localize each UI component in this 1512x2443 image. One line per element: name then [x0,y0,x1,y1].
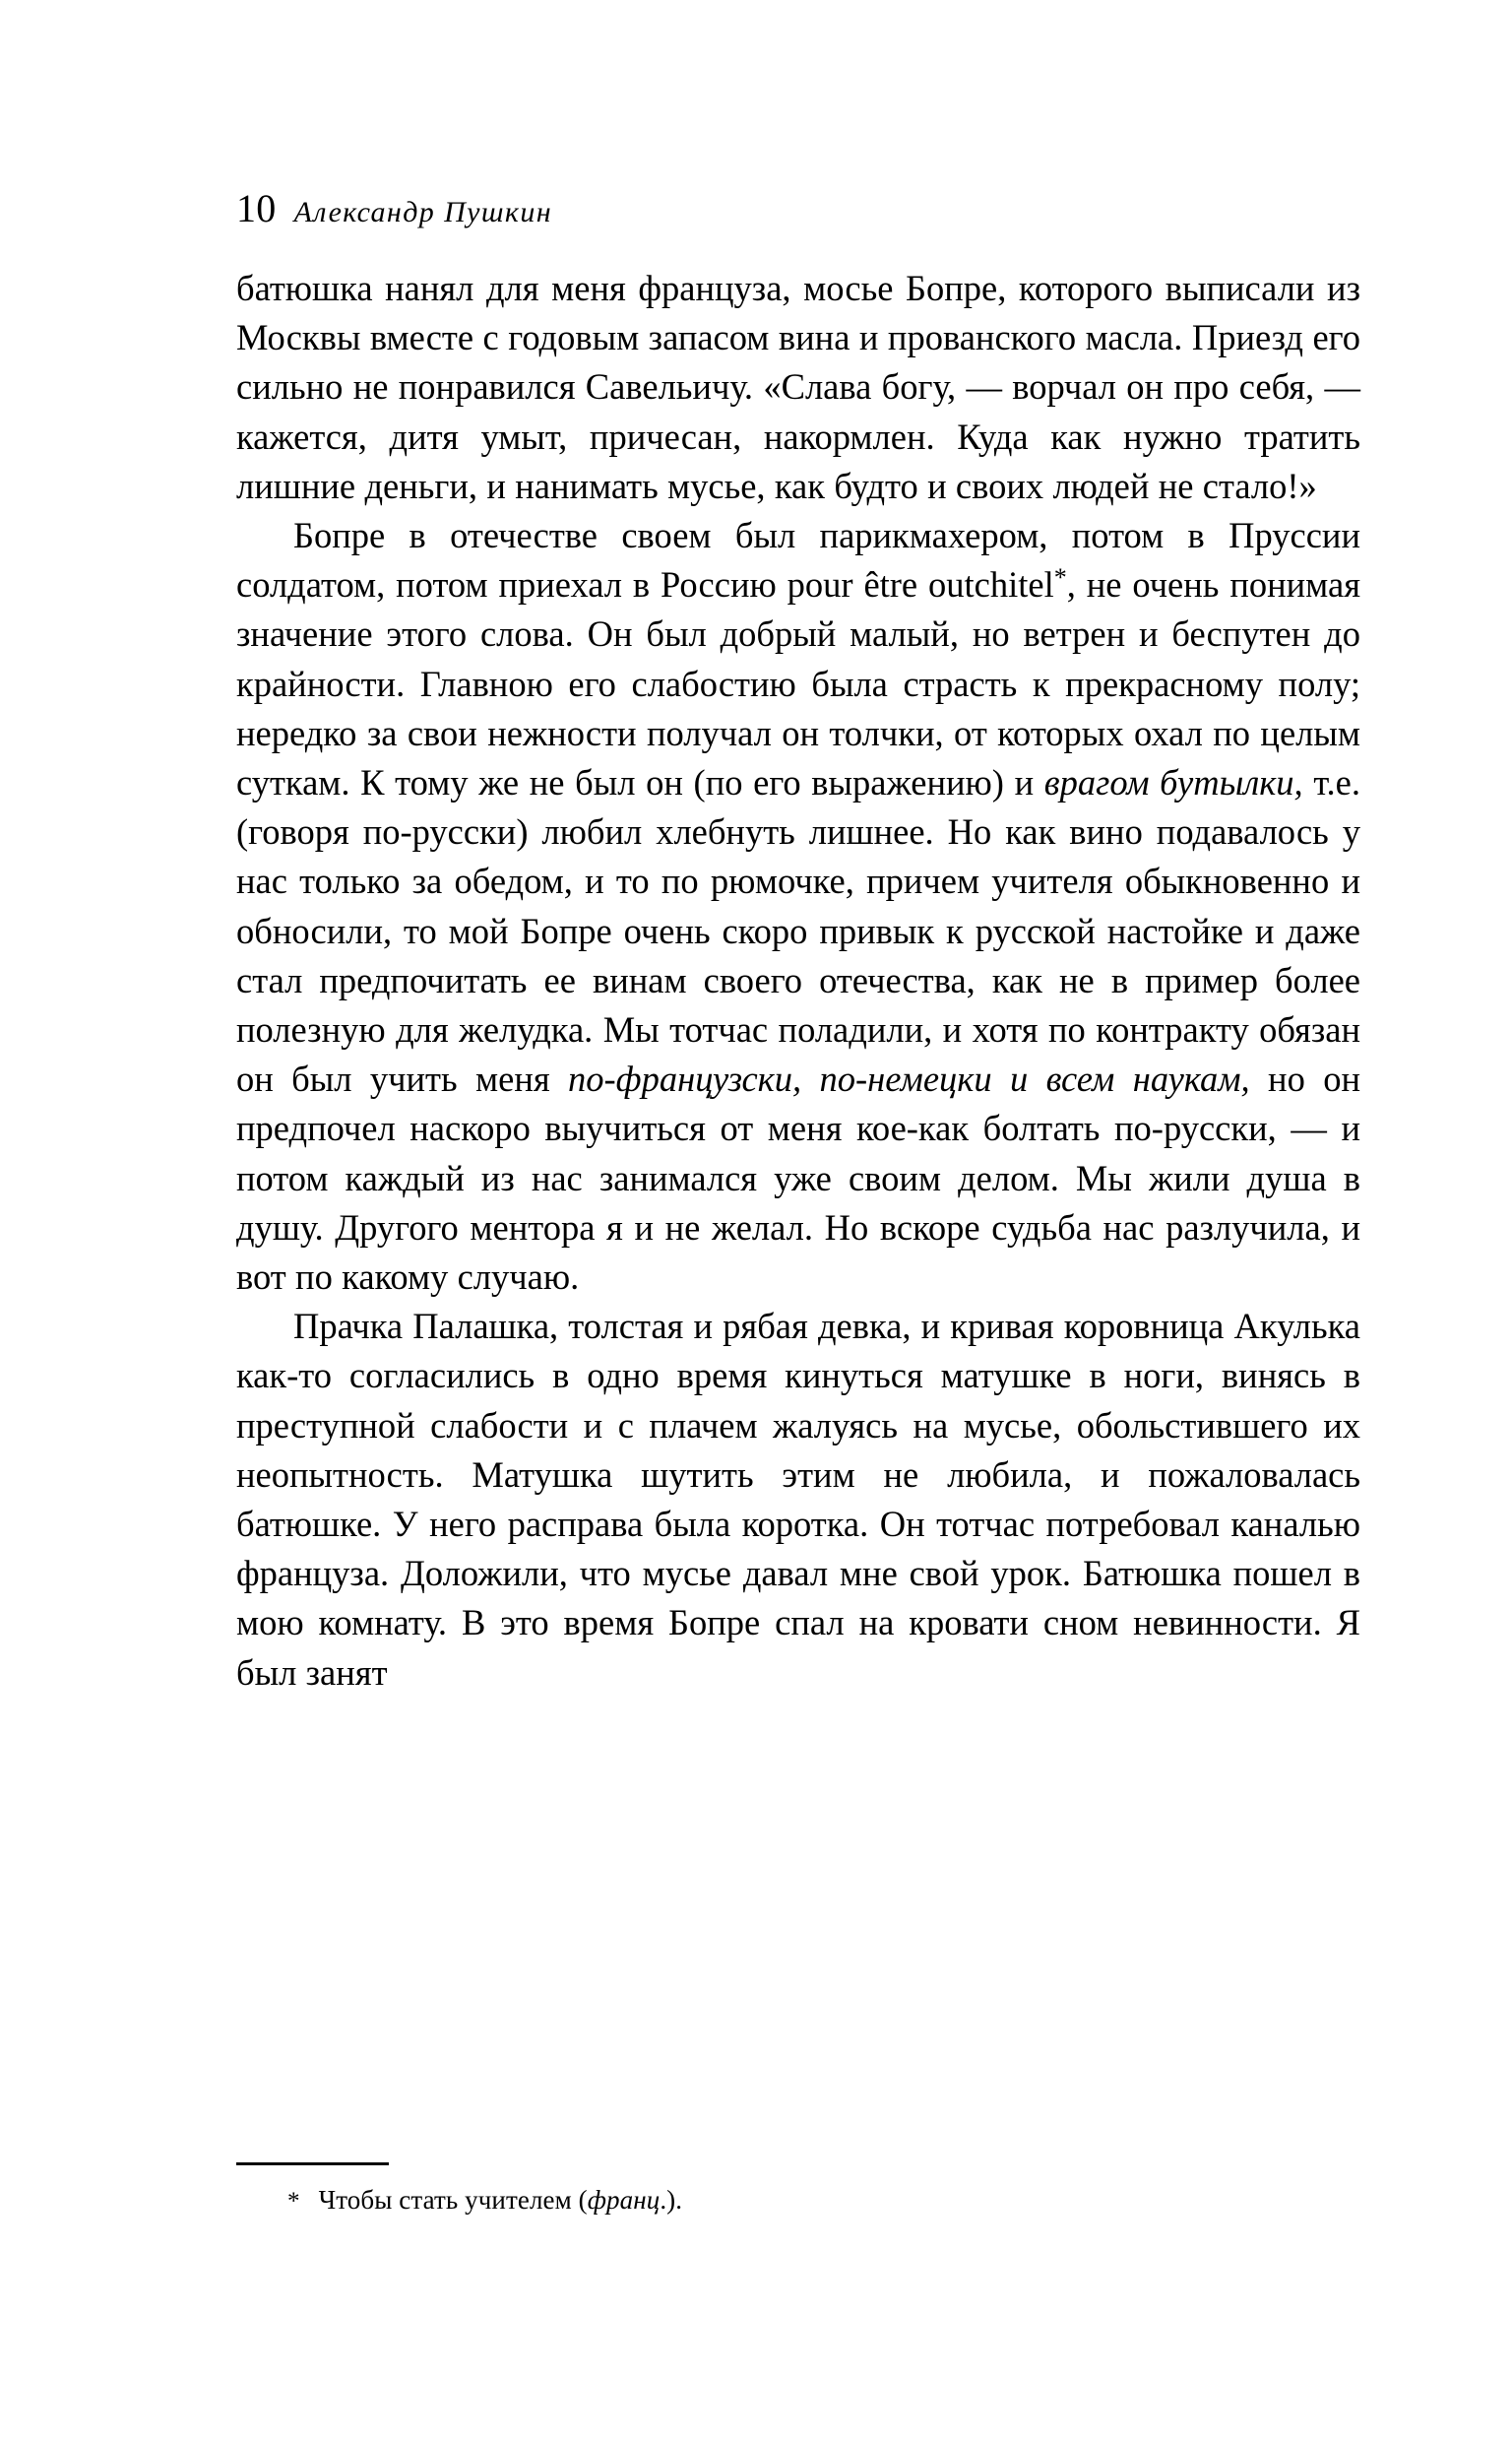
text-run: , не очень понимая значение этого слова. Он был добрый малый, но ветрен и беспутен до крайности. Главною его слабостию была страсть к прекрасному полу; нередко за свои нежности получал он толчки, от которых охал по целым суткам. К тому же не был он (по его выражению) и [236,564,1360,804]
paragraph [236,264,1360,511]
running-head-author: Александр Пушкин [293,196,553,228]
footnote-separator-rule [236,2162,389,2165]
emphasis-run: врагом бутылки, [1043,762,1303,804]
text-run: т.е. (говоря по-русски) любил хлебнуть лишнее. Но как вино подавалось у нас только за обедом, и то по рюмочке, причем учителя обыкновенно и обносили, то мой Бопре очень скоро привык к русской настойке и даже стал предпочитать ее винам своего отечества, как не в пример более полезную для желудка. Мы тотчас поладили, и хотя по контракту обязан он был учить меня [236,762,1360,1100]
footnote-language-abbr: франц [587,2185,661,2215]
text-run: Бопре в отечестве своем был парикмахером, потом в Пруссии солдатом, потом приехал в Россию pour être outchitel [236,515,1360,606]
footnote-run: Чтобы стать учителем ( [318,2185,588,2215]
page-number: 10 [236,186,277,230]
footnote-text [236,2183,1360,2218]
paragraph [236,1302,1360,1698]
footnote-marker: * [287,2188,319,2215]
body-text-block [236,264,1360,1698]
footnote-run: .). [660,2185,683,2215]
footnote-zone [236,2162,1360,2218]
running-head [236,186,553,230]
text-run: Прачка Палашка, толстая и рябая девка, и кривая коровница Акулька как-то согласились в одно время кинуться матушке в ноги, винясь в преступной слабости и с плачем жалуясь на мусье, обольстившего их неопытность. Матушка шутить этим не любила, и пожаловалась батюшке. У него расправа была коротка. Он тотчас потребовал каналью француза. Доложили, что мусье давал мне свой урок. Батюшка пошел в мою комнату. В это время Бопре спал на кровати сном невинности. Я был занят [236,1306,1360,1693]
paragraph [236,511,1360,1302]
emphasis-run: по-французски, по-немецки и всем наукам, [568,1059,1250,1100]
footnote-reference-marker: * [1053,563,1067,593]
text-run: но он предпочел наскоро выучиться от меня кое-как болтать по-русски, — и потом каждый из нас занимался уже своим делом. Мы жили душа в душу. Другого ментора я и не желал. Но вскоре судьба нас разлучила, и вот по какому случаю. [236,1059,1360,1298]
text-run: батюшка нанял для меня француза, мосье Бопре, которого выписали из Москвы вместе с годовым запасом вина и прованского масла. Приезд его сильно не понравился Савельичу. «Слава богу, — ворчал он про себя, — кажется, дитя умыт, причесан, накормлен. Куда как нужно тратить лишние деньги, и нанимать мусье, как будто и своих людей не стало!» [236,268,1360,506]
